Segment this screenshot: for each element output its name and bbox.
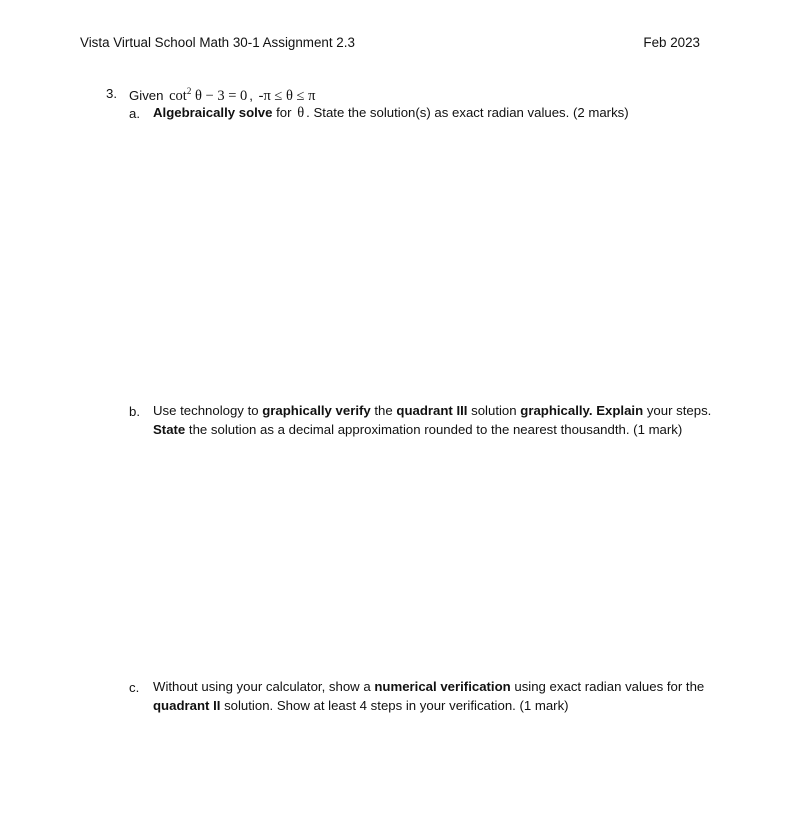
part-a-text-3: . State the solution(s) as exact radian values. (2 marks) (306, 105, 629, 120)
given-label: Given (129, 88, 164, 103)
part-b-text (153, 401, 713, 439)
equation-exponent: 2 (186, 86, 192, 96)
part-b-bold-2: quadrant III (396, 403, 468, 418)
equation (169, 88, 247, 104)
part-c-text-3: using exact radian values for the (510, 679, 705, 694)
part-b-text-9: your steps. (643, 403, 712, 418)
part-a-bold-1: Algebraically solve (153, 105, 273, 120)
part-b-label: b. (129, 404, 140, 419)
part-a-label: a. (129, 106, 140, 121)
part-b-text-11: the solution as a decimal approximation rounded to the nearest thousandth. (1 mark) (185, 422, 683, 438)
part-b-bold-3: graphically. (520, 403, 593, 418)
part-c-label: c. (129, 680, 140, 695)
part-c-text-1: Without using your calculator, show a (153, 679, 375, 694)
part-a-text (153, 103, 713, 123)
question-number: 3. (106, 86, 117, 101)
header-date: Feb 2023 (643, 35, 700, 50)
part-b-text-1: Use technology to (153, 403, 263, 418)
equation-func: cot (169, 88, 187, 104)
part-b-text-3: the (370, 403, 397, 418)
part-a-text-2: for (272, 105, 296, 120)
part-b-bold-1: graphically verify (262, 403, 371, 418)
part-b-text-5: solution (467, 403, 521, 418)
header-course-title: Vista Virtual School Math 30-1 Assignment 2.3 (80, 35, 355, 50)
part-c-text (153, 677, 713, 715)
domain-restriction: -π ≤ θ ≤ π (258, 88, 316, 104)
part-c-bold-1: numerical verification (374, 679, 511, 694)
equation-rest: θ − 3 = 0 (194, 88, 248, 104)
part-c-bold-2: quadrant II (153, 698, 221, 714)
part-c-text-5: solution. Show at least 4 steps in your verification. (1 mark) (220, 698, 569, 714)
part-b-bold-4: Explain (596, 403, 644, 418)
theta-symbol: θ (297, 105, 305, 121)
equation-separator: , (249, 88, 253, 103)
part-b-bold-5: State (153, 422, 186, 438)
